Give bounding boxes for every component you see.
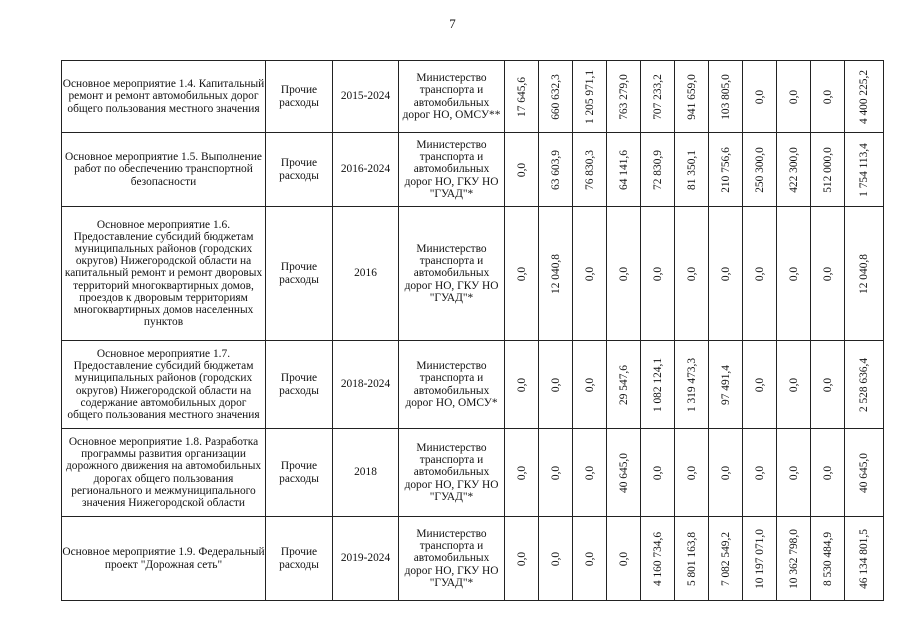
value-text: 0,0 — [787, 377, 800, 392]
year-value-cell — [811, 429, 845, 517]
year-value-cell — [607, 341, 641, 429]
value-text: 76 830,3 — [583, 149, 596, 190]
value-text: 0,0 — [515, 465, 528, 480]
value-text: 0,0 — [821, 465, 834, 480]
value-text: 660 632,3 — [549, 73, 562, 120]
value-text: 97 491,4 — [719, 364, 732, 405]
value-text: 72 830,9 — [651, 149, 664, 190]
value-text: 0,0 — [753, 465, 766, 480]
year-value-cell — [607, 61, 641, 133]
value-text: 512 000,0 — [821, 146, 834, 193]
executor-cell: Министерство транспорта и автомобильных дорог НО, ОМСУ** — [399, 61, 505, 133]
total-value-cell — [845, 207, 884, 341]
year-value-cell — [539, 429, 573, 517]
value-text: 7 082 549,2 — [719, 531, 732, 586]
value-text: 103 805,0 — [719, 73, 732, 120]
value-text: 64 141,6 — [617, 149, 630, 190]
year-value-cell — [505, 517, 539, 601]
value-text: 0,0 — [753, 89, 766, 104]
value-text: 0,0 — [583, 377, 596, 392]
total-value-cell — [845, 517, 884, 601]
value-text: 422 300,0 — [787, 146, 800, 193]
value-text: 40 645,0 — [617, 452, 630, 493]
value-text: 8 530 484,9 — [821, 531, 834, 586]
year-value-cell — [573, 341, 607, 429]
value-text: 1 754 113,4 — [857, 142, 870, 197]
executor-cell: Министерство транспорта и автомобильных дорог НО, ГКУ НО "ГУАД"* — [399, 207, 505, 341]
year-value-cell — [709, 517, 743, 601]
value-text: 0,0 — [651, 465, 664, 480]
year-value-cell — [709, 341, 743, 429]
value-text: 0,0 — [719, 266, 732, 281]
value-text: 0,0 — [583, 266, 596, 281]
value-text: 0,0 — [651, 266, 664, 281]
year-value-cell — [743, 133, 777, 207]
year-value-cell — [641, 517, 675, 601]
value-text: 0,0 — [753, 377, 766, 392]
value-text: 0,0 — [617, 551, 630, 566]
year-value-cell — [505, 429, 539, 517]
year-value-cell — [539, 341, 573, 429]
year-value-cell — [777, 517, 811, 601]
value-text: 941 659,0 — [685, 73, 698, 120]
value-text: 0,0 — [549, 377, 562, 392]
program-table — [61, 60, 884, 601]
year-value-cell — [675, 61, 709, 133]
value-text: 0,0 — [549, 551, 562, 566]
table-row — [62, 341, 884, 429]
year-value-cell — [675, 207, 709, 341]
year-value-cell — [675, 517, 709, 601]
activity-name-cell: Основное мероприятие 1.5. Выполнение работ по обеспечению транспортной безопасности — [62, 133, 266, 207]
activity-name-cell: Основное мероприятие 1.6. Предоставление субсидий бюджетам муниципальных районов (городских округов) Нижегородской области на капитальный ремонт и ремонт дворовых территорий многоквартирных домов, проездов к дворовым территориям многоквартирных домов населенных пунктов — [62, 207, 266, 341]
value-text: 0,0 — [787, 89, 800, 104]
year-value-cell — [777, 429, 811, 517]
year-value-cell — [641, 429, 675, 517]
executor-cell: Министерство транспорта и автомобильных дорог НО, ГКУ НО "ГУАД"* — [399, 517, 505, 601]
period-cell: 2019-2024 — [333, 517, 399, 601]
year-value-cell — [641, 207, 675, 341]
year-value-cell — [811, 133, 845, 207]
value-text: 29 547,6 — [617, 364, 630, 405]
period-cell: 2016 — [333, 207, 399, 341]
value-text: 10 197 071,0 — [753, 528, 766, 589]
year-value-cell — [709, 207, 743, 341]
year-value-cell — [743, 517, 777, 601]
value-text: 0,0 — [821, 377, 834, 392]
year-value-cell — [811, 207, 845, 341]
activity-name-cell: Основное мероприятие 1.7. Предоставление субсидий бюджетам муниципальных районов (городских округов) Нижегородской области на содержание автомобильных дорог общего пользования местного значения — [62, 341, 266, 429]
year-value-cell — [811, 517, 845, 601]
year-value-cell — [539, 207, 573, 341]
executor-cell: Министерство транспорта и автомобильных дорог НО, ГКУ НО "ГУАД"* — [399, 133, 505, 207]
value-text: 46 134 801,5 — [857, 528, 870, 589]
value-text: 763 279,0 — [617, 73, 630, 120]
value-text: 5 801 163,8 — [685, 531, 698, 586]
period-cell: 2018 — [333, 429, 399, 517]
year-value-cell — [743, 61, 777, 133]
year-value-cell — [573, 207, 607, 341]
value-text: 12 040,8 — [549, 253, 562, 294]
total-value-cell — [845, 341, 884, 429]
value-text: 12 040,8 — [857, 253, 870, 294]
page-number: 7 — [449, 16, 456, 31]
year-value-cell — [505, 341, 539, 429]
year-value-cell — [539, 61, 573, 133]
value-text: 17 645,6 — [515, 76, 528, 117]
total-value-cell — [845, 133, 884, 207]
value-text: 0,0 — [787, 465, 800, 480]
year-value-cell — [607, 517, 641, 601]
value-text: 0,0 — [515, 377, 528, 392]
year-value-cell — [777, 341, 811, 429]
period-cell: 2015-2024 — [333, 61, 399, 133]
year-value-cell — [641, 341, 675, 429]
year-value-cell — [811, 341, 845, 429]
year-value-cell — [573, 429, 607, 517]
year-value-cell — [709, 61, 743, 133]
table-row — [62, 61, 884, 133]
value-text: 0,0 — [583, 465, 596, 480]
value-text: 0,0 — [753, 266, 766, 281]
activity-name-cell: Основное мероприятие 1.8. Разработка программы развития организации дорожного движения на автомобильных дорогах общего пользования регионального и межмуниципального значения Нижегородской области — [62, 429, 266, 517]
year-value-cell — [505, 61, 539, 133]
value-text: 4 400 225,2 — [857, 69, 870, 124]
expense-type-cell: Прочие расходы — [266, 341, 333, 429]
year-value-cell — [709, 133, 743, 207]
value-text: 210 756,6 — [719, 146, 732, 193]
table-row — [62, 429, 884, 517]
year-value-cell — [777, 207, 811, 341]
value-text: 0,0 — [821, 266, 834, 281]
table-row — [62, 207, 884, 341]
year-value-cell — [743, 341, 777, 429]
value-text: 0,0 — [821, 89, 834, 104]
total-value-cell — [845, 61, 884, 133]
year-value-cell — [607, 133, 641, 207]
period-cell: 2018-2024 — [333, 341, 399, 429]
year-value-cell — [573, 133, 607, 207]
value-text: 1 205 971,1 — [583, 69, 596, 124]
expense-type-cell: Прочие расходы — [266, 61, 333, 133]
year-value-cell — [743, 429, 777, 517]
year-value-cell — [573, 61, 607, 133]
value-text: 0,0 — [787, 266, 800, 281]
year-value-cell — [675, 133, 709, 207]
year-value-cell — [505, 207, 539, 341]
activity-name-cell: Основное мероприятие 1.9. Федеральный проект "Дорожная сеть" — [62, 517, 266, 601]
year-value-cell — [539, 133, 573, 207]
value-text: 0,0 — [685, 266, 698, 281]
value-text: 0,0 — [617, 266, 630, 281]
value-text: 1 082 124,1 — [651, 357, 664, 412]
value-text: 707 233,2 — [651, 73, 664, 120]
value-text: 1 319 473,3 — [685, 357, 698, 412]
year-value-cell — [777, 133, 811, 207]
value-text: 81 350,1 — [685, 149, 698, 190]
expense-type-cell: Прочие расходы — [266, 133, 333, 207]
value-text: 0,0 — [515, 162, 528, 177]
year-value-cell — [505, 133, 539, 207]
year-value-cell — [607, 429, 641, 517]
year-value-cell — [709, 429, 743, 517]
value-text: 250 300,0 — [753, 146, 766, 193]
value-text: 0,0 — [515, 551, 528, 566]
year-value-cell — [811, 61, 845, 133]
year-value-cell — [777, 61, 811, 133]
value-text: 40 645,0 — [857, 452, 870, 493]
table-row — [62, 517, 884, 601]
value-text: 0,0 — [583, 551, 596, 566]
value-text: 0,0 — [515, 266, 528, 281]
value-text: 0,0 — [719, 465, 732, 480]
value-text: 0,0 — [549, 465, 562, 480]
table-row — [62, 133, 884, 207]
year-value-cell — [675, 341, 709, 429]
activity-name-cell: Основное мероприятие 1.4. Капитальный ремонт и ремонт автомобильных дорог общего пользования местного значения — [62, 61, 266, 133]
value-text: 2 528 636,4 — [857, 357, 870, 412]
year-value-cell — [573, 517, 607, 601]
value-text: 0,0 — [685, 465, 698, 480]
year-value-cell — [539, 517, 573, 601]
year-value-cell — [641, 61, 675, 133]
year-value-cell — [675, 429, 709, 517]
value-text: 10 362 798,0 — [787, 528, 800, 589]
executor-cell: Министерство транспорта и автомобильных дорог НО, ОМСУ* — [399, 341, 505, 429]
period-cell: 2016-2024 — [333, 133, 399, 207]
total-value-cell — [845, 429, 884, 517]
year-value-cell — [607, 207, 641, 341]
expense-type-cell: Прочие расходы — [266, 207, 333, 341]
value-text: 63 603,9 — [549, 149, 562, 190]
year-value-cell — [743, 207, 777, 341]
value-text: 4 160 734,6 — [651, 531, 664, 586]
expense-type-cell: Прочие расходы — [266, 429, 333, 517]
year-value-cell — [641, 133, 675, 207]
expense-type-cell: Прочие расходы — [266, 517, 333, 601]
executor-cell: Министерство транспорта и автомобильных дорог НО, ГКУ НО "ГУАД"* — [399, 429, 505, 517]
